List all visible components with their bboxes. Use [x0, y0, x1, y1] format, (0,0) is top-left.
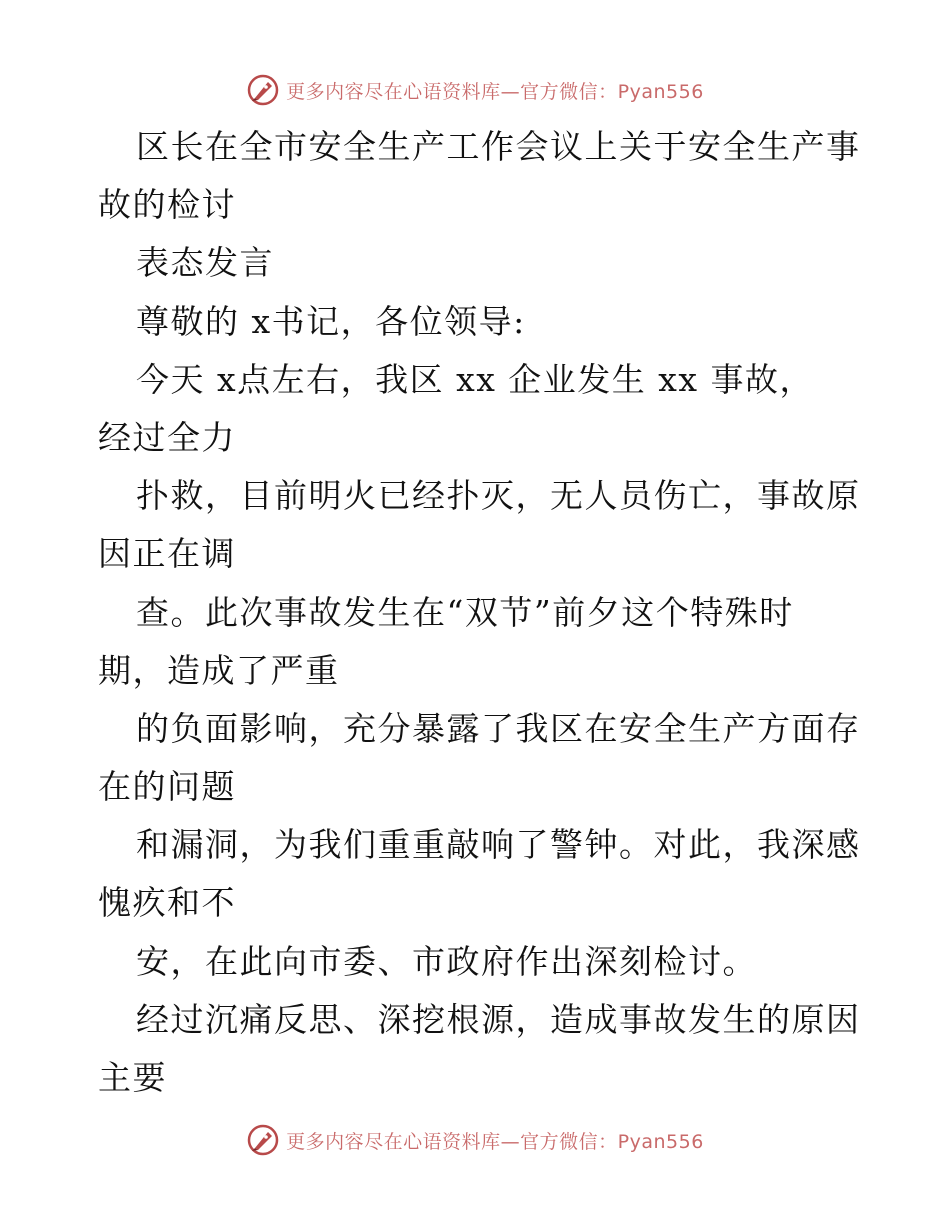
text-line: 因正在调: [98, 534, 236, 574]
pen-nib-logo-icon: [246, 73, 280, 107]
text-line: 表态发言: [136, 243, 274, 283]
text-line: 的负面影响，充分暴露了我区在安全生产方面存: [136, 708, 861, 748]
text-line: 经过全力: [98, 417, 236, 457]
footer-banner-text: 更多内容尽在心语资料库—官方微信：Pyan556: [286, 1130, 704, 1153]
text-line: 扑救，目前明火已经扑灭，无人员伤亡，事故原: [136, 476, 861, 516]
text-line: 期，造成了严重: [98, 650, 340, 690]
text-line: 愧疚和不: [98, 883, 236, 923]
text-line: 尊敬的 x书记，各位领导:: [136, 301, 526, 341]
text-line: 主要: [98, 1058, 167, 1097]
text-line: 故的检讨: [98, 185, 236, 225]
header-banner-text: 更多内容尽在心语资料库—官方微信：Pyan556: [286, 80, 704, 103]
text-line: 查。此次事故发生在“双节”前夕这个特殊时: [136, 592, 794, 632]
text-line: 经过沉痛反思、深挖根源，造成事故发生的原因: [136, 999, 861, 1039]
pen-nib-logo-icon: [246, 1123, 280, 1157]
footer-banner: [0, 1120, 950, 1160]
text-line: 今天 x点左右，我区 xx 企业发生 xx 事故，: [136, 359, 815, 399]
header-banner: [0, 70, 950, 110]
text-line: 安，在此向市委、市政府作出深刻检讨。: [136, 941, 757, 981]
document-body: [98, 118, 861, 1107]
text-line: 在的问题: [98, 767, 236, 807]
text-line: 和漏洞，为我们重重敲响了警钟。对此，我深感: [136, 825, 861, 865]
text-line: 区长在全市安全生产工作会议上关于安全生产事: [136, 127, 861, 166]
